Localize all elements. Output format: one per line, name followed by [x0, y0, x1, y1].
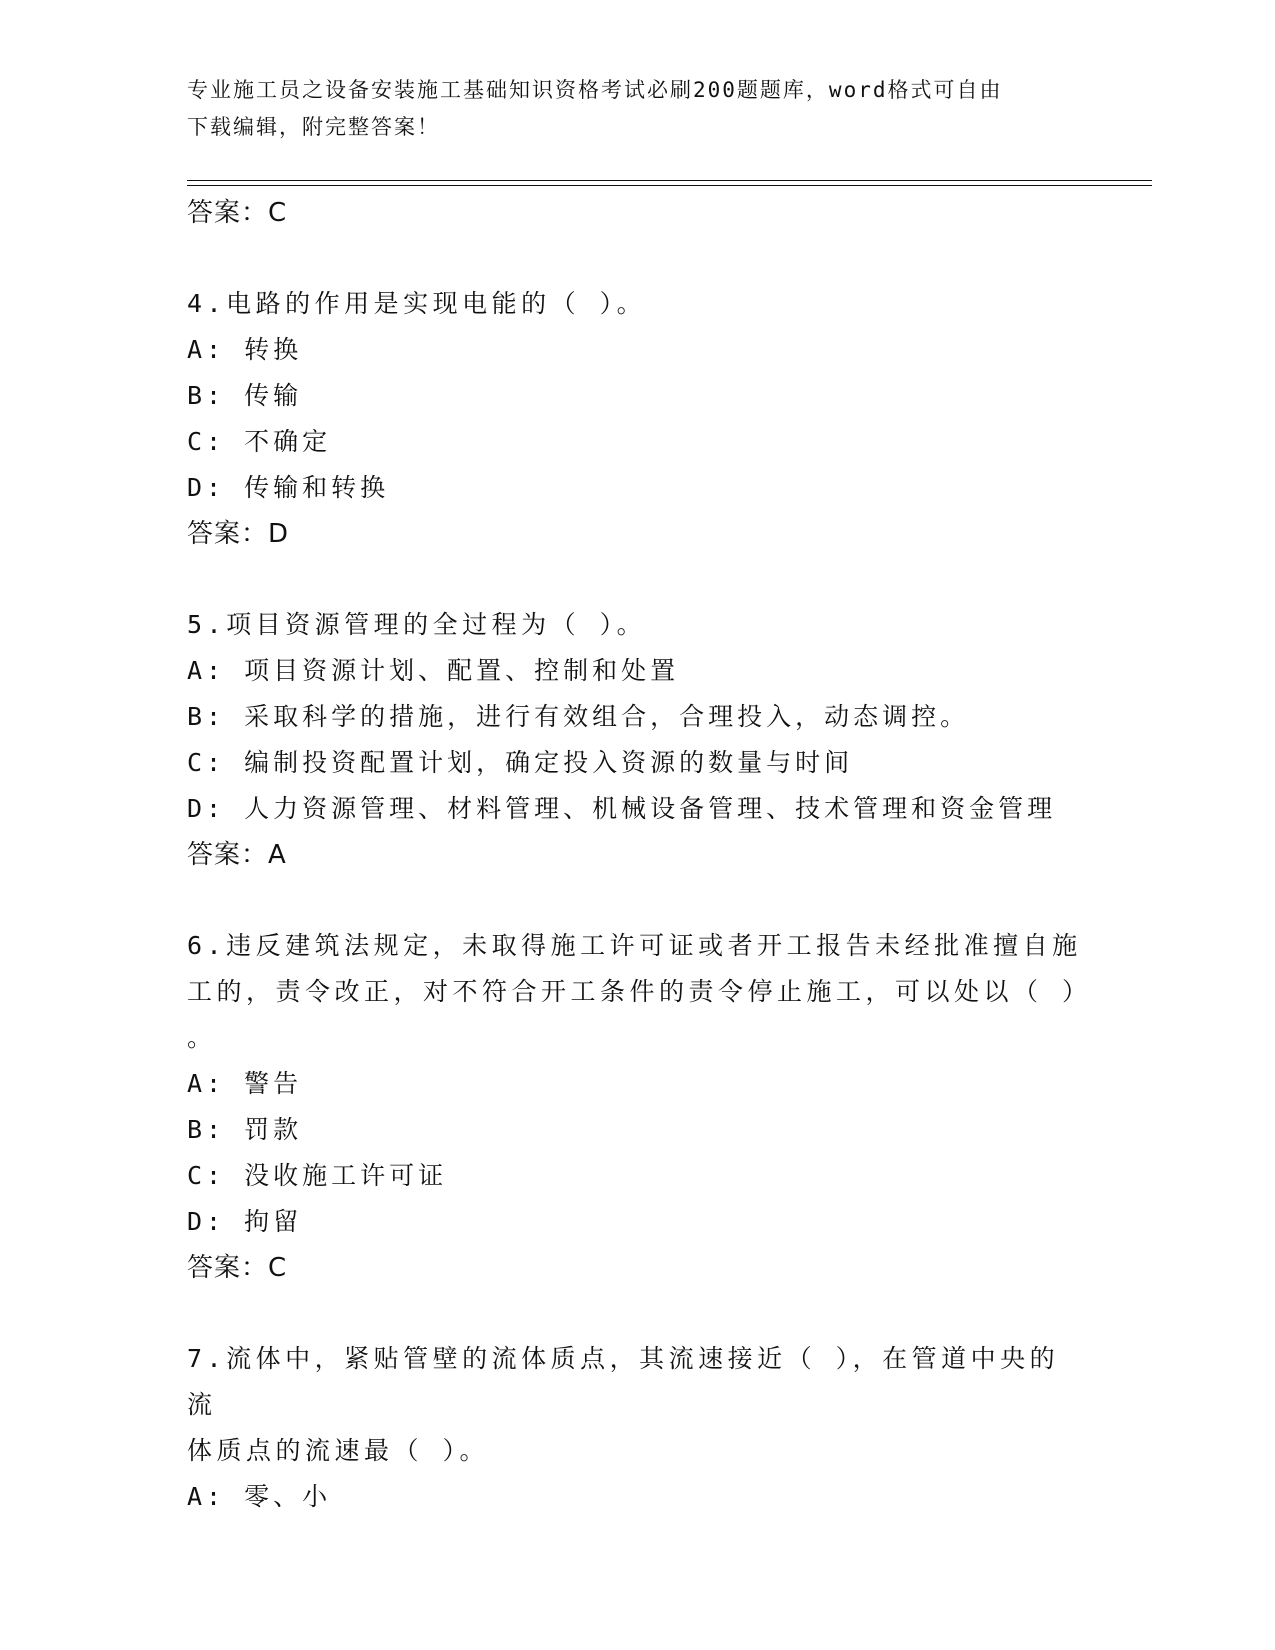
option-d: D: 拘留	[187, 1207, 303, 1236]
header-line-2: 下载编辑，附完整答案！	[187, 115, 440, 139]
question-stem-line: 。	[187, 1023, 217, 1052]
question-stem-line: 6.违反建筑法规定，未取得施工许可证或者开工报告未经批准擅自施	[187, 931, 1082, 960]
option-b: B: 采取科学的措施，进行有效组合，合理投入，动态调控。	[187, 702, 970, 731]
question-7	[187, 1336, 1087, 1520]
option-d: D: 人力资源管理、材料管理、机械设备管理、技术管理和资金管理	[187, 794, 1057, 823]
document-header	[187, 72, 1067, 146]
question-stem-line: 体质点的流速最（ ）。	[187, 1436, 490, 1465]
question-6	[187, 923, 1092, 1291]
header-divider-top	[187, 180, 1152, 181]
option-c: C: 没收施工许可证	[187, 1161, 448, 1190]
question-stem-line: 工的，责令改正，对不符合开工条件的责令停止施工，可以处以（ ）	[187, 977, 1092, 1006]
option-a: A: 转换	[187, 335, 303, 364]
option-a: A: 零、小	[187, 1482, 332, 1511]
option-d: D: 传输和转换	[187, 473, 390, 502]
question-5	[187, 602, 1087, 878]
answer-label: 答案：C	[187, 1253, 288, 1283]
question-list	[187, 190, 1092, 1520]
option-b: B: 罚款	[187, 1115, 303, 1144]
answer-label: 答案：A	[187, 840, 287, 870]
option-c: C: 不确定	[187, 427, 332, 456]
spacer	[187, 878, 1087, 923]
question-stem: 5.项目资源管理的全过程为（ ）。	[187, 610, 647, 639]
option-a: A: 警告	[187, 1069, 303, 1098]
question-4	[187, 281, 1087, 557]
question-stem: 4.电路的作用是实现电能的（ ）。	[187, 289, 647, 318]
spacer	[187, 1291, 1087, 1336]
header-divider-bottom	[187, 185, 1152, 186]
question-stem-line: 7.流体中，紧贴管壁的流体质点，其流速接近（ ），在管道中央的流	[187, 1344, 1060, 1419]
answer-label: 答案：C	[187, 198, 288, 228]
option-b: B: 传输	[187, 381, 303, 410]
spacer	[187, 236, 1087, 281]
header-line-1: 专业施工员之设备安装施工基础知识资格考试必刷200题题库，word格式可自由	[187, 78, 1003, 102]
spacer	[187, 557, 1087, 602]
answer-label: 答案：D	[187, 519, 290, 549]
option-c: C: 编制投资配置计划，确定投入资源的数量与时间	[187, 748, 854, 777]
option-a: A: 项目资源计划、配置、控制和处置	[187, 656, 680, 685]
